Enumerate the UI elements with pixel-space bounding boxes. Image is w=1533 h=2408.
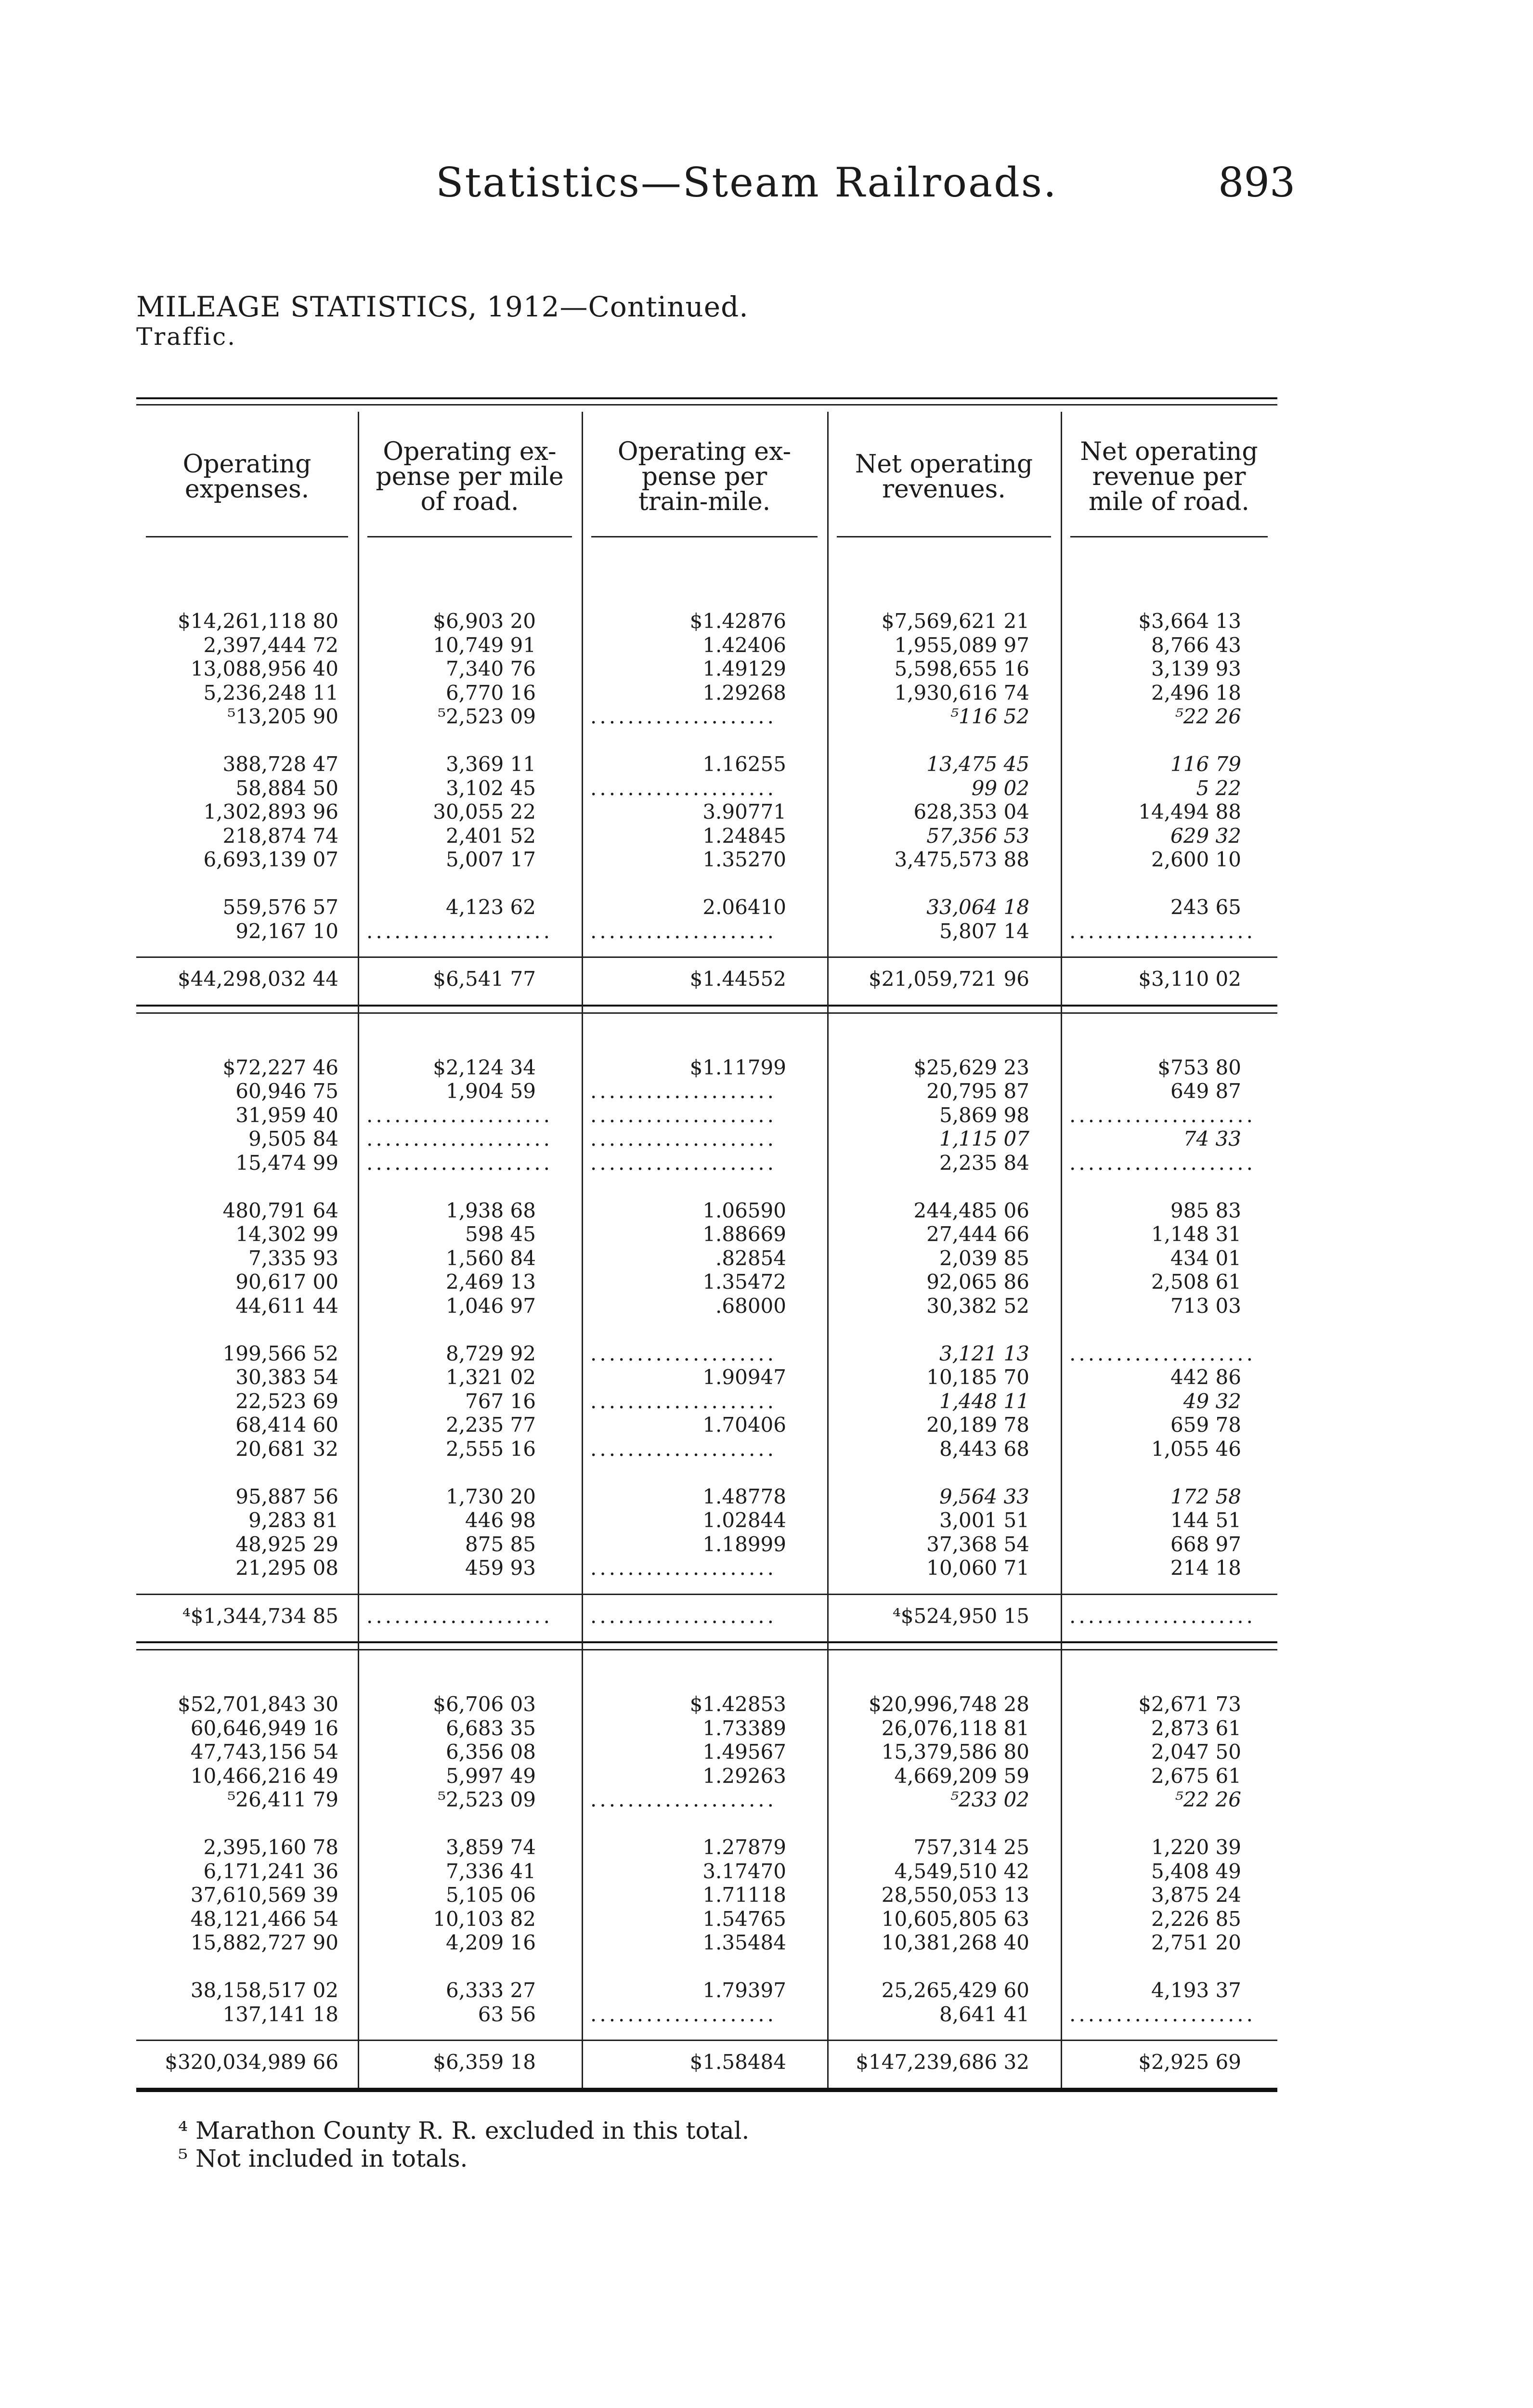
table-cell: 1.71118 <box>702 1883 786 1907</box>
table-cell: 6,356 08 <box>445 1740 536 1764</box>
table-cell: 99 02 <box>971 776 1029 800</box>
table-cell: 2,039 85 <box>939 1246 1029 1270</box>
column-divider <box>582 412 583 2088</box>
column-header-4 <box>827 426 1061 527</box>
footnote-4: ⁴ Marathon County R. R. excluded in this total. <box>178 2117 750 2145</box>
table-cell: $753 80 <box>1157 1055 1241 1079</box>
total-cell: $3,110 02 <box>1138 967 1241 991</box>
table-cell: 74 33 <box>1183 1127 1241 1151</box>
table-cell: 668 97 <box>1170 1532 1241 1556</box>
column-header-line: train-mile. <box>638 487 771 516</box>
table-cell: 214 18 <box>1170 1556 1241 1580</box>
table-cell: 13,088,956 40 <box>190 657 338 681</box>
table-cell: 5,236,248 11 <box>203 681 338 705</box>
table-cell: 2,401 52 <box>445 824 536 848</box>
table-cell: 757,314 25 <box>913 1835 1029 1859</box>
table-cell: ⁵2,523 09 <box>438 1788 536 1811</box>
total-cell: $6,541 77 <box>433 967 536 991</box>
table-cell: .................... <box>366 1103 553 1127</box>
table-cell: 2,508 61 <box>1151 1270 1241 1294</box>
total-cell: $6,359 18 <box>433 2050 536 2074</box>
table-cell: 30,055 22 <box>433 800 536 824</box>
column-header-line: Operating ex- <box>383 437 557 466</box>
table-cell: .................... <box>590 1437 777 1461</box>
table-cell: 1.18999 <box>702 1532 786 1556</box>
section-total-rule <box>136 2040 1277 2041</box>
table-cell: 10,749 91 <box>433 633 536 657</box>
table-cell: 649 87 <box>1170 1079 1241 1103</box>
table-cell: 31,959 40 <box>235 1103 338 1127</box>
table-cell: 1.54765 <box>702 1907 786 1931</box>
table-cell: $1.42853 <box>689 1692 786 1716</box>
table-cell: 199,566 52 <box>222 1341 338 1365</box>
total-cell: $1.58484 <box>689 2050 786 2074</box>
table-cell: $52,701,843 30 <box>178 1692 338 1716</box>
table-cell: .................... <box>590 2002 777 2026</box>
table-cell: 4,193 37 <box>1151 1978 1241 2002</box>
total-cell: $21,059,721 96 <box>869 967 1029 991</box>
table-cell: 1,302,893 96 <box>203 800 338 824</box>
table-bottom-rule <box>136 2088 1277 2092</box>
table-cell: 48,925 29 <box>235 1532 338 1556</box>
table-cell: 1.24845 <box>702 824 786 848</box>
table-cell: 8,766 43 <box>1151 633 1241 657</box>
table-cell: $20,996,748 28 <box>869 1692 1029 1716</box>
column-divider <box>358 412 359 2088</box>
table-cell: .................... <box>590 1389 777 1413</box>
table-cell: $14,261,118 80 <box>178 609 338 633</box>
table-cell: 15,474 99 <box>235 1151 338 1175</box>
table-cell: 659 78 <box>1170 1413 1241 1437</box>
table-cell: $6,903 20 <box>433 609 536 633</box>
table-cell: 4,209 16 <box>445 1931 536 1954</box>
table-cell: 48,121,466 54 <box>190 1907 338 1931</box>
table-cell: 1.02844 <box>702 1508 786 1532</box>
table-cell: 2,235 77 <box>445 1413 536 1437</box>
table-cell: 1.49567 <box>702 1740 786 1764</box>
table-cell: 5 22 <box>1196 776 1241 800</box>
table-cell: 434 01 <box>1170 1246 1241 1270</box>
column-header-line: of road. <box>420 487 519 516</box>
table-cell: $72,227 46 <box>222 1055 338 1079</box>
table-cell: 218,874 74 <box>222 824 338 848</box>
table-cell: 3,001 51 <box>939 1508 1029 1532</box>
table-cell: 388,728 47 <box>222 752 338 776</box>
table-cell: 5,105 06 <box>445 1883 536 1907</box>
footnote-5: ⁵ Not included in totals. <box>178 2145 468 2172</box>
table-cell: 1.35270 <box>702 848 786 871</box>
table-cell: 1,148 31 <box>1151 1222 1241 1246</box>
table-cell: 63 56 <box>478 2002 536 2026</box>
table-cell: 2,395,160 78 <box>203 1835 338 1859</box>
table-cell: $1.42876 <box>689 609 786 633</box>
column-header-line: pense per <box>641 462 767 491</box>
table-cell: ⁵22 26 <box>1175 705 1241 728</box>
table-cell: .................... <box>366 919 553 943</box>
table-cell: 116 79 <box>1170 752 1241 776</box>
total-cell: .................... <box>366 1604 553 1628</box>
column-header-rule <box>367 536 572 537</box>
total-cell: $147,239,686 32 <box>856 2050 1029 2074</box>
table-cell: 14,494 88 <box>1138 800 1241 824</box>
table-cell: 1,046 97 <box>445 1294 536 1318</box>
table-cell: 20,681 32 <box>235 1437 338 1461</box>
table-cell: 1.29268 <box>702 681 786 705</box>
table-cell: 38,158,517 02 <box>190 1978 338 2002</box>
table-cell: 4,123 62 <box>445 895 536 919</box>
table-cell: 442 86 <box>1170 1365 1241 1389</box>
table-cell: 10,381,268 40 <box>881 1931 1029 1954</box>
table-cell: 26,076,118 81 <box>881 1716 1029 1740</box>
table-cell: .................... <box>590 919 777 943</box>
table-cell: 25,265,429 60 <box>881 1978 1029 2002</box>
table-cell: 8,729 92 <box>445 1341 536 1365</box>
table-cell: 1,955,089 97 <box>894 633 1029 657</box>
table-cell: 3,121 13 <box>939 1341 1029 1365</box>
table-cell: 3,102 45 <box>445 776 536 800</box>
table-cell: 5,997 49 <box>445 1764 536 1788</box>
table-cell: .................... <box>1069 919 1256 943</box>
table-cell: 1.06590 <box>702 1198 786 1222</box>
table-cell: 6,171,241 36 <box>203 1859 338 1883</box>
table-cell: 22,523 69 <box>235 1389 338 1413</box>
table-cell: 2,555 16 <box>445 1437 536 1461</box>
table-cell: .................... <box>590 776 777 800</box>
column-header-rule <box>1070 536 1268 537</box>
table-cell: 243 65 <box>1170 895 1241 919</box>
column-header-rule <box>591 536 818 537</box>
column-header-line: Operating ex- <box>617 437 792 466</box>
table-cell: 1,115 07 <box>939 1127 1029 1151</box>
table-subcaption: Traffic. <box>136 323 236 351</box>
table-cell: 5,408 49 <box>1151 1859 1241 1883</box>
table-cell: 3,475,573 88 <box>894 848 1029 871</box>
table-cell: 137,141 18 <box>222 2002 338 2026</box>
table-cell: 7,335 93 <box>248 1246 338 1270</box>
column-header-line: pense per mile <box>376 462 564 491</box>
table-cell: 244,485 06 <box>913 1198 1029 1222</box>
table-top-rule-2 <box>136 404 1277 406</box>
table-cell: 10,060 71 <box>926 1556 1029 1580</box>
table-cell: 1,904 59 <box>445 1079 536 1103</box>
table-cell: 7,340 76 <box>445 657 536 681</box>
table-cell: 3,859 74 <box>445 1835 536 1859</box>
table-cell: 1,448 11 <box>939 1389 1029 1413</box>
table-cell: 2,235 84 <box>939 1151 1029 1175</box>
table-cell: .................... <box>590 1127 777 1151</box>
table-cell: .................... <box>590 1788 777 1811</box>
table-cell: 37,368 54 <box>926 1532 1029 1556</box>
table-cell: .................... <box>1069 1103 1256 1127</box>
table-cell: 15,882,727 90 <box>190 1931 338 1954</box>
footnotes <box>178 2117 749 2172</box>
table-cell: 2,600 10 <box>1151 848 1241 871</box>
table-cell: 1,055 46 <box>1151 1437 1241 1461</box>
table-cell: 2,751 20 <box>1151 1931 1241 1954</box>
table-cell: 3,875 24 <box>1151 1883 1241 1907</box>
table-cell: 459 93 <box>465 1556 536 1580</box>
table-cell: 1.90947 <box>702 1365 786 1389</box>
table-cell: 172 58 <box>1170 1484 1241 1508</box>
column-header-line: Net operating <box>855 450 1033 479</box>
table-cell: $25,629 23 <box>913 1055 1029 1079</box>
table-cell: ⁵13,205 90 <box>227 705 338 728</box>
section-total-rule <box>136 1594 1277 1595</box>
table-cell: 1,930,616 74 <box>894 681 1029 705</box>
table-cell: 2,496 18 <box>1151 681 1241 705</box>
table-cell: 68,414 60 <box>235 1413 338 1437</box>
table-cell: 4,549,510 42 <box>894 1859 1029 1883</box>
table-cell: 1.49129 <box>702 657 786 681</box>
page-header <box>0 159 1533 212</box>
table-cell: 1,560 84 <box>445 1246 536 1270</box>
table-cell: $1.11799 <box>689 1055 786 1079</box>
table-cell: 10,185 70 <box>926 1365 1029 1389</box>
table-cell: 14,302 99 <box>235 1222 338 1246</box>
table-cell: 44,611 44 <box>235 1294 338 1318</box>
table-cell: 30,382 52 <box>926 1294 1029 1318</box>
table-caption: MILEAGE STATISTICS, 1912—Continued. <box>136 290 749 323</box>
table-cell: 5,598,655 16 <box>894 657 1029 681</box>
table-cell: 3,139 93 <box>1151 657 1241 681</box>
table-cell: ⁵2,523 09 <box>438 705 536 728</box>
table-cell: ⁵116 52 <box>950 705 1029 728</box>
table-cell: .................... <box>590 1151 777 1175</box>
table-cell: 2,469 13 <box>445 1270 536 1294</box>
table-cell: 1.16255 <box>702 752 786 776</box>
table-cell: 5,869 98 <box>939 1103 1029 1127</box>
table-cell: 1.27879 <box>702 1835 786 1859</box>
table-cell: 2.06410 <box>702 895 786 919</box>
column-header-line: expenses. <box>184 475 310 504</box>
table-cell: .................... <box>590 705 777 728</box>
table-cell: 9,505 84 <box>248 1127 338 1151</box>
table-cell: .................... <box>1069 1341 1256 1365</box>
table-cell: $7,569,621 21 <box>881 609 1029 633</box>
table-cell: 1.42406 <box>702 633 786 657</box>
column-header-rule <box>146 536 348 537</box>
table-cell: 1.48778 <box>702 1484 786 1508</box>
table-cell: 598 45 <box>465 1222 536 1246</box>
table-cell: .68000 <box>715 1294 786 1318</box>
table-cell: 2,397,444 72 <box>203 633 338 657</box>
total-cell: .................... <box>590 1604 777 1628</box>
table-cell: 1.29263 <box>702 1764 786 1788</box>
column-header-1 <box>136 426 358 527</box>
column-header-line: Operating <box>182 450 312 479</box>
table-cell: 2,873 61 <box>1151 1716 1241 1740</box>
table-cell: 13,475 45 <box>926 752 1029 776</box>
column-header-line: revenue per <box>1092 462 1246 491</box>
table-cell: .................... <box>1069 1151 1256 1175</box>
table-cell: $2,124 34 <box>433 1055 536 1079</box>
table-cell: 60,946 75 <box>235 1079 338 1103</box>
table-cell: .................... <box>366 1151 553 1175</box>
table-cell: 58,884 50 <box>235 776 338 800</box>
table-cell: 144 51 <box>1170 1508 1241 1532</box>
table-cell: 629 32 <box>1170 824 1241 848</box>
section-total-rule <box>136 956 1277 958</box>
table-cell: 30,383 54 <box>235 1365 338 1389</box>
table-cell: 6,333 27 <box>445 1978 536 2002</box>
table-cell: 1.79397 <box>702 1978 786 2002</box>
table-cell: 3,369 11 <box>445 752 536 776</box>
table-cell: 47,743,156 54 <box>190 1740 338 1764</box>
table-cell: 1,321 02 <box>445 1365 536 1389</box>
table-cell: 5,807 14 <box>939 919 1029 943</box>
total-cell: $44,298,032 44 <box>178 967 338 991</box>
table-cell: .................... <box>590 1079 777 1103</box>
column-divider <box>1061 412 1062 2088</box>
table-cell: ⁵233 02 <box>950 1788 1029 1811</box>
table-cell: .82854 <box>715 1246 786 1270</box>
table-cell: 37,610,569 39 <box>190 1883 338 1907</box>
table-cell: 10,466,216 49 <box>190 1764 338 1788</box>
table-cell: 60,646,949 16 <box>190 1716 338 1740</box>
table-cell: .................... <box>590 1556 777 1580</box>
table-cell: 480,791 64 <box>222 1198 338 1222</box>
table-cell: 1.70406 <box>702 1413 786 1437</box>
table-cell: 33,064 18 <box>926 895 1029 919</box>
table-cell: 628,353 04 <box>913 800 1029 824</box>
table-cell: 27,444 66 <box>926 1222 1029 1246</box>
table-cell: 49 32 <box>1183 1389 1241 1413</box>
section-end-rule-2 <box>136 1012 1277 1014</box>
column-header-rule <box>837 536 1051 537</box>
page-title: Statistics—Steam Railroads. <box>436 159 1058 206</box>
section-end-rule-2 <box>136 1649 1277 1650</box>
table-cell: 1.73389 <box>702 1716 786 1740</box>
column-header-line: mile of road. <box>1089 487 1249 516</box>
column-header-line: Net operating <box>1080 437 1258 466</box>
table-top-rule <box>136 397 1277 399</box>
table-cell: 875 85 <box>465 1532 536 1556</box>
total-cell: ⁴$1,344,734 85 <box>182 1604 338 1628</box>
total-cell: .................... <box>1069 1604 1256 1628</box>
table-cell: 5,007 17 <box>445 848 536 871</box>
table-cell: 92,065 86 <box>926 1270 1029 1294</box>
column-header-3 <box>582 426 827 527</box>
table-cell: 767 16 <box>465 1389 536 1413</box>
section-end-rule <box>136 1005 1277 1007</box>
table-cell: 1,938 68 <box>445 1198 536 1222</box>
table-cell: 1,730 20 <box>445 1484 536 1508</box>
table-cell: .................... <box>590 1103 777 1127</box>
table-cell: $6,706 03 <box>433 1692 536 1716</box>
table-cell: 446 98 <box>465 1508 536 1532</box>
table-cell: 90,617 00 <box>235 1270 338 1294</box>
table-cell: 8,443 68 <box>939 1437 1029 1461</box>
column-divider <box>827 412 829 2088</box>
table-cell: 1.35472 <box>702 1270 786 1294</box>
total-cell: $1.44552 <box>689 967 786 991</box>
table-cell: 95,887 56 <box>235 1484 338 1508</box>
table-cell: 713 03 <box>1170 1294 1241 1318</box>
table-cell: 1.88669 <box>702 1222 786 1246</box>
table-cell: $2,671 73 <box>1138 1692 1241 1716</box>
table-cell: .................... <box>366 1127 553 1151</box>
table-cell: 559,576 57 <box>222 895 338 919</box>
table-cell: 6,770 16 <box>445 681 536 705</box>
table-cell: 1.35484 <box>702 1931 786 1954</box>
table-cell: 20,795 87 <box>926 1079 1029 1103</box>
table-cell: 985 83 <box>1170 1198 1241 1222</box>
table-cell: 4,669,209 59 <box>894 1764 1029 1788</box>
table-cell: 6,693,139 07 <box>203 848 338 871</box>
table-cell: 2,226 85 <box>1151 1907 1241 1931</box>
column-header-5 <box>1061 426 1277 527</box>
column-header-2 <box>358 426 582 527</box>
table-cell: 1,220 39 <box>1151 1835 1241 1859</box>
table-cell: 10,103 82 <box>433 1907 536 1931</box>
total-cell: ⁴$524,950 15 <box>892 1604 1029 1628</box>
table-cell: $3,664 13 <box>1138 609 1241 633</box>
table-cell: 15,379,586 80 <box>881 1740 1029 1764</box>
table-cell: 7,336 41 <box>445 1859 536 1883</box>
table-cell: 92,167 10 <box>235 919 338 943</box>
column-header-line: revenues. <box>882 475 1006 504</box>
table-cell: 8,641 41 <box>939 2002 1029 2026</box>
table-cell: 9,283 81 <box>248 1508 338 1532</box>
table-cell: 3.90771 <box>702 800 786 824</box>
page-number: 893 <box>1218 159 1296 206</box>
table-cell: 21,295 08 <box>235 1556 338 1580</box>
table-cell: 10,605,805 63 <box>881 1907 1029 1931</box>
table-cell: 57,356 53 <box>926 824 1029 848</box>
table-cell: 3.17470 <box>702 1859 786 1883</box>
table-cell: ⁵22 26 <box>1175 1788 1241 1811</box>
section-end-rule <box>136 1641 1277 1643</box>
table-cell: .................... <box>1069 2002 1256 2026</box>
table-cell: 2,047 50 <box>1151 1740 1241 1764</box>
table-cell: 6,683 35 <box>445 1716 536 1740</box>
statistics-table <box>136 397 1277 2107</box>
table-cell: .................... <box>590 1341 777 1365</box>
table-cell: 2,675 61 <box>1151 1764 1241 1788</box>
total-cell: $2,925 69 <box>1138 2050 1241 2074</box>
total-cell: $320,034,989 66 <box>165 2050 338 2074</box>
table-cell: ⁵26,411 79 <box>227 1788 338 1811</box>
table-cell: 28,550,053 13 <box>881 1883 1029 1907</box>
table-cell: 20,189 78 <box>926 1413 1029 1437</box>
table-cell: 9,564 33 <box>939 1484 1029 1508</box>
